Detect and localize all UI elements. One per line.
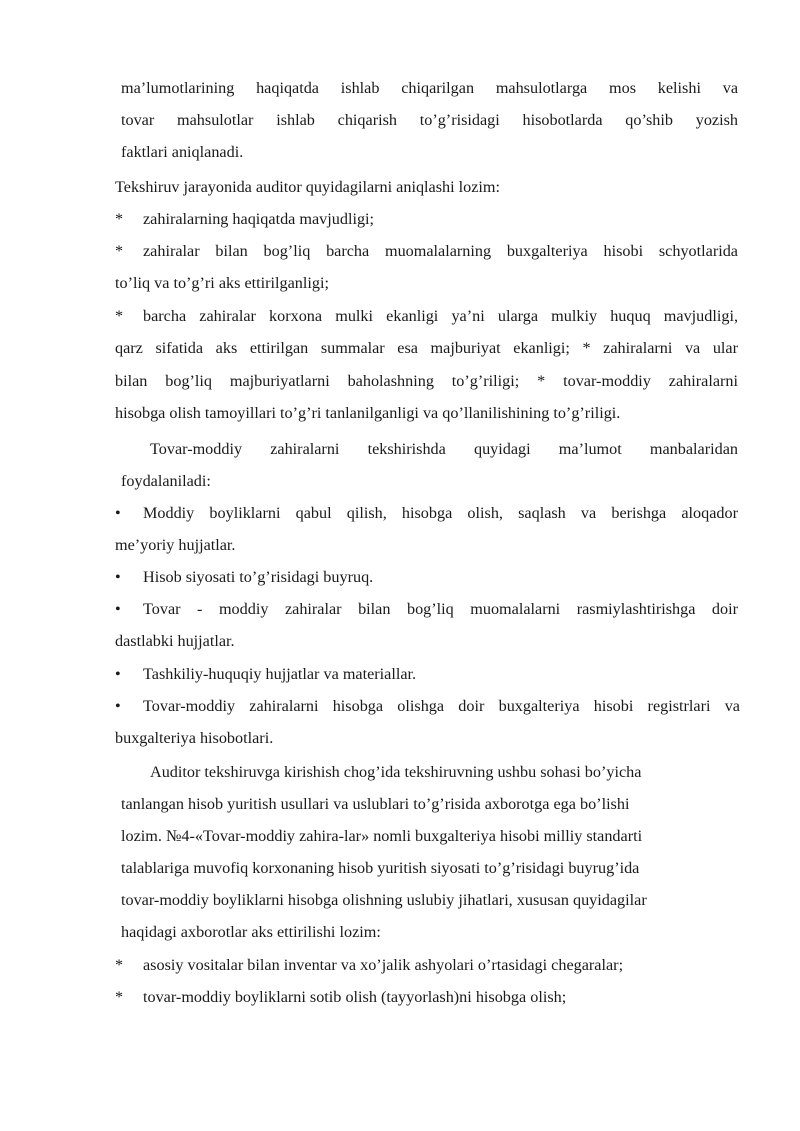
list-item-continuation: qarz sifatida aks ettirilgan summalar esa majburiyat ekanligi; * zahiralarni va ular <box>115 339 738 357</box>
bullet-marker: • <box>115 600 121 618</box>
bullet-item: Tashkiliy-huquqiy hujjatlar va materiallar. <box>143 665 417 683</box>
paragraph-line: lozim. №4-«Tovar-moddiy zahira-lar» nomli buxgalteriya hisobi milliy standarti <box>121 827 643 845</box>
bullet-item-continuation: dastlabki hujjatlar. <box>115 632 235 650</box>
list-item: zahiralarning haqiqatda mavjudligi; <box>143 210 375 228</box>
list-item: barcha zahiralar korxona mulki ekanligi ya’ni ularga mulkiy huquq mavjudligi, <box>143 307 738 325</box>
bullet-item: Moddiy boyliklarni qabul qilish, hisobga olish, saqlash va berishga aloqador <box>143 504 738 522</box>
paragraph-line: haqidagi axborotlar aks ettirilishi lozim: <box>121 923 381 941</box>
list-item-continuation: bilan bog’liq majburiyatlarni baholashning to’g’riligi; * tovar-moddiy zahiralarni <box>115 372 738 390</box>
bullet-item: Tovar-moddiy zahiralarni hisobga olishga doir buxgalteriya hisobi registrlari va <box>143 697 740 715</box>
bullet-item: Hisob siyosati to’g’risidagi buyruq. <box>143 568 374 586</box>
star-marker: * <box>115 242 124 260</box>
bullet-marker: • <box>115 504 121 522</box>
paragraph-line: tovar mahsulotlar ishlab chiqarish to’g’risidagi hisobotlarda qo’shib yozish <box>121 111 738 129</box>
paragraph-line: faktlari aniqlanadi. <box>121 143 244 161</box>
paragraph-line: Auditor tekshiruvga kirishish chog’ida tekshiruvning ushbu sohasi bo’yicha <box>150 763 642 781</box>
bullet-item-continuation: buxgalteriya hisobotlari. <box>115 729 274 747</box>
section-intro: Tekshiruv jarayonida auditor quyidagilarni aniqlashi lozim: <box>115 178 501 196</box>
bullet-item: Tovar - moddiy zahiralar bilan bog’liq muomalalarni rasmiylashtirishga doir <box>143 600 738 618</box>
bullet-marker: • <box>115 665 121 683</box>
paragraph-line: ma’lumotlarining haqiqatda ishlab chiqarilgan mahsulotlarga mos kelishi va <box>121 79 738 97</box>
list-item: zahiralar bilan bog’liq barcha muomalalarning buxgalteriya hisobi schyotlarida <box>143 242 738 260</box>
list-item-continuation: hisobga olish tamoyillari to’g’ri tanlanilganligi va qo’llanilishining to’g’riligi. <box>115 404 621 422</box>
bullet-marker: • <box>115 568 121 586</box>
list-item: tovar-moddiy boyliklarni sotib olish (tayyorlash)ni hisobga olish; <box>143 988 567 1006</box>
star-marker: * <box>115 210 124 228</box>
paragraph-line: talablariga muvofiq korxonaning hisob yuritish siyosati to’g’risidagi buyrug’ida <box>121 859 640 877</box>
bullet-marker: • <box>115 697 121 715</box>
star-marker: * <box>115 988 124 1006</box>
paragraph-line: tanlangan hisob yuritish usullari va uslublari to’g’risida axborotga ega bo’lishi <box>121 795 630 813</box>
list-item: asosiy vositalar bilan inventar va xo’jalik ashyolari o’rtasidagi chegaralar; <box>143 956 624 974</box>
star-marker: * <box>115 307 124 325</box>
paragraph-line: foydalaniladi: <box>121 472 211 490</box>
paragraph-line: tovar-moddiy boyliklarni hisobga olishning uslubiy jihatlari, xususan quyidagilar <box>121 891 647 909</box>
paragraph-line: Tovar-moddiy zahiralarni tekshirishda quyidagi ma’lumot manbalaridan <box>150 440 738 458</box>
bullet-item-continuation: me’yoriy hujjatlar. <box>115 536 236 554</box>
list-item-continuation: to’liq va to’g’ri aks ettirilganligi; <box>115 274 329 292</box>
star-marker: * <box>115 956 124 974</box>
